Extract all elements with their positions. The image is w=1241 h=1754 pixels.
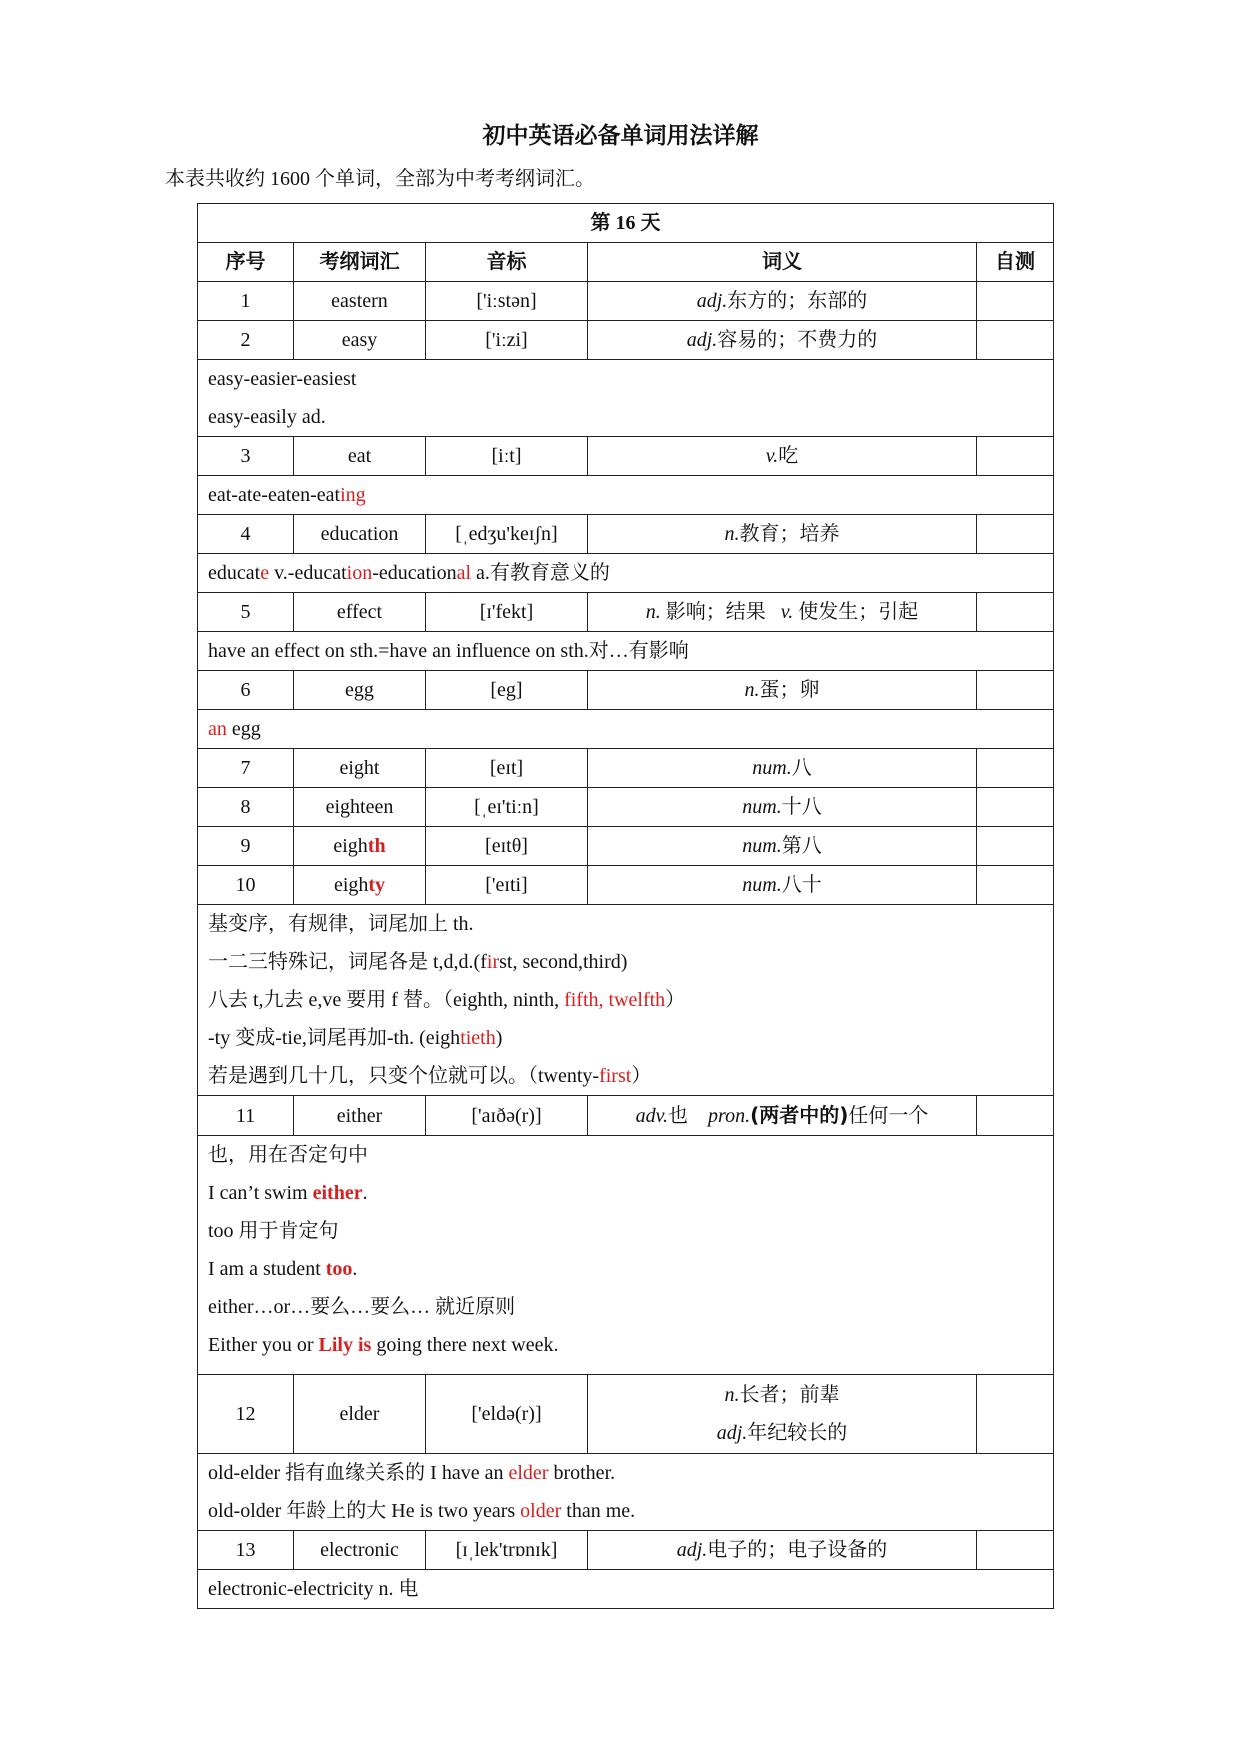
meaning: [588, 593, 977, 632]
table-row: [198, 671, 1054, 710]
column-header-row: [198, 243, 1054, 282]
header-self-test: 自测: [977, 243, 1054, 282]
part-of-speech: n.: [645, 601, 661, 623]
word-number: 4: [198, 515, 294, 554]
word-number: 2: [198, 321, 294, 360]
header-meaning: 词义: [588, 243, 977, 282]
meaning: [588, 321, 977, 360]
definition: 影响；结果: [660, 601, 766, 623]
usage-note: [198, 710, 1054, 749]
meaning: [588, 437, 977, 476]
definition: 也: [668, 1105, 689, 1127]
self-test-cell[interactable]: [977, 515, 1054, 554]
meaning: [588, 749, 977, 788]
word-number: 7: [198, 749, 294, 788]
part-of-speech: n.: [724, 1384, 740, 1406]
self-test-cell[interactable]: [977, 282, 1054, 321]
self-test-cell[interactable]: [977, 593, 1054, 632]
part-of-speech: num.: [742, 796, 782, 818]
table-row: [198, 749, 1054, 788]
table-row: [198, 1531, 1054, 1570]
highlight: th: [367, 835, 386, 857]
phonetic: [eɪtθ]: [426, 827, 588, 866]
part-of-speech: adj.: [686, 329, 718, 351]
note-row: [198, 632, 1054, 671]
note-row: [198, 1570, 1054, 1609]
part-of-speech: num.: [752, 757, 792, 779]
note-line: either…or…要么…要么… 就近原则: [208, 1296, 516, 1318]
definition-emphasis: (两者中的): [750, 1103, 849, 1127]
note-line: 基变序，有规律，词尾加上 th.: [208, 913, 474, 935]
phonetic: ['iːstən]: [426, 282, 588, 321]
highlight: ty: [368, 874, 386, 896]
definition: 吃: [778, 445, 799, 467]
note-line: have an effect on sth.=have an influence on sth.对…有影响: [208, 640, 689, 662]
definition: 教育；培养: [739, 523, 840, 545]
usage-note: [198, 905, 1054, 1096]
part-of-speech: num.: [742, 874, 782, 896]
word-number: 1: [198, 282, 294, 321]
definition: 第八: [781, 835, 822, 857]
meaning: [588, 827, 977, 866]
note-row: [198, 476, 1054, 515]
phonetic: ['aɪðə(r)]: [426, 1096, 588, 1136]
usage-note: [198, 1136, 1054, 1375]
part-of-speech: adj.: [716, 1422, 748, 1444]
header-number: 序号: [198, 243, 294, 282]
word: electronic: [294, 1531, 426, 1570]
table-row: [198, 437, 1054, 476]
note-row: [198, 554, 1054, 593]
self-test-cell[interactable]: [977, 1531, 1054, 1570]
note-line: I am a student too.: [208, 1258, 358, 1280]
self-test-cell[interactable]: [977, 827, 1054, 866]
self-test-cell[interactable]: [977, 437, 1054, 476]
meaning: [588, 1375, 977, 1454]
phonetic: ['eɪti]: [426, 866, 588, 905]
highlight: ing: [340, 484, 366, 506]
self-test-cell[interactable]: [977, 788, 1054, 827]
definition: 十八: [781, 796, 822, 818]
page-title: 初中英语必备单词用法详解: [482, 123, 759, 148]
definition: 任何一个: [848, 1105, 929, 1127]
definition: 容易的；不费力的: [717, 329, 878, 351]
table-row: [198, 321, 1054, 360]
meaning: [588, 788, 977, 827]
phonetic: [ɪ'fekt]: [426, 593, 588, 632]
part-of-speech: v.: [765, 445, 779, 467]
note-line: Either you or Lily is going there next week.: [208, 1334, 559, 1356]
table-row: [198, 282, 1054, 321]
definition: 年纪较长的: [747, 1422, 848, 1444]
table-row: [198, 1096, 1054, 1136]
word: eighth: [294, 827, 426, 866]
meaning: [588, 671, 977, 710]
note-line: old-elder 指有血缘关系的 I have an elder brother.: [208, 1462, 616, 1484]
word: eat: [294, 437, 426, 476]
meaning: [588, 866, 977, 905]
word-number: 11: [198, 1096, 294, 1136]
word-number: 12: [198, 1375, 294, 1454]
word-number: 6: [198, 671, 294, 710]
note-line: an egg: [208, 718, 261, 740]
part-of-speech: v.: [780, 601, 794, 623]
part-of-speech: n.: [724, 523, 740, 545]
highlight: -educational: [372, 562, 472, 584]
word: eastern: [294, 282, 426, 321]
part-of-speech: num.: [742, 835, 782, 857]
table-row: [198, 827, 1054, 866]
definition: 东方的；东部的: [727, 290, 868, 312]
word-number: 5: [198, 593, 294, 632]
meaning: [588, 1531, 977, 1570]
table-row: [198, 866, 1054, 905]
meaning: [588, 282, 977, 321]
table-row: [198, 788, 1054, 827]
note-line: 一二三特殊记，词尾各是 t,d,d.(first, second,third): [208, 951, 628, 973]
phonetic: [iːt]: [426, 437, 588, 476]
note-line: 也，用在否定句中: [208, 1144, 368, 1166]
day-header: 第 16 天: [198, 204, 1054, 243]
note-line: too 用于肯定句: [208, 1220, 339, 1242]
note-row: [198, 1454, 1054, 1531]
word: effect: [294, 593, 426, 632]
note-line: 若是遇到几十几，只变个位就可以。（twenty-first）: [208, 1065, 652, 1087]
usage-note: [198, 632, 1054, 671]
table-row: [198, 593, 1054, 632]
definition: 电子的；电子设备的: [707, 1539, 888, 1561]
self-test-cell[interactable]: [977, 321, 1054, 360]
note-line: electronic-electricity n. 电: [208, 1578, 419, 1600]
note-line: old-older 年龄上的大 He is two years older than me.: [208, 1500, 636, 1522]
part-of-speech: pron.: [708, 1105, 751, 1127]
phonetic: [ˌedʒu'keɪʃn]: [426, 515, 588, 554]
note-line: easy-easily ad.: [208, 406, 326, 428]
part-of-speech: n.: [744, 679, 760, 701]
highlight: an: [208, 718, 227, 740]
word-number: 8: [198, 788, 294, 827]
note-line: -ty 变成-tie,词尾再加-th. (eightieth): [208, 1027, 503, 1049]
definition: 蛋；卵: [759, 679, 820, 701]
definition: 长者；前辈: [739, 1384, 840, 1406]
usage-note: [198, 1570, 1054, 1609]
word: eighty: [294, 866, 426, 905]
word: egg: [294, 671, 426, 710]
note-row: [198, 1136, 1054, 1375]
self-test-cell[interactable]: [977, 1096, 1054, 1136]
word: elder: [294, 1375, 426, 1454]
vocabulary-table: [197, 203, 1054, 1609]
self-test-cell[interactable]: [977, 749, 1054, 788]
definition: 八: [791, 757, 812, 779]
usage-note: [198, 476, 1054, 515]
part-of-speech: adj.: [676, 1539, 708, 1561]
self-test-cell[interactable]: [977, 866, 1054, 905]
phonetic: [ˌeɪ'tiːn]: [426, 788, 588, 827]
word: eight: [294, 749, 426, 788]
usage-note: [198, 360, 1054, 437]
part-of-speech: adv.: [635, 1105, 669, 1127]
phonetic: ['iːzi]: [426, 321, 588, 360]
note-row: [198, 905, 1054, 1096]
phonetic: [eɪt]: [426, 749, 588, 788]
word: eighteen: [294, 788, 426, 827]
header-word: 考纲词汇: [294, 243, 426, 282]
note-line: 八去 t,九去 e,ve 要用 f 替。（eighth, ninth, fifth, twelfth）: [208, 989, 686, 1011]
usage-note: [198, 1454, 1054, 1531]
note-line: educate v.-education-educational a.有教育意义的: [208, 562, 610, 584]
word-number: 9: [198, 827, 294, 866]
definition: 使发生；引起: [793, 601, 919, 623]
meaning: [588, 1096, 977, 1136]
note-line: I can’t swim either.: [208, 1182, 368, 1204]
self-test-cell[interactable]: [977, 671, 1054, 710]
note-line: eat-ate-eaten-eating: [208, 484, 366, 506]
table-row: [198, 1375, 1054, 1454]
word-number: 3: [198, 437, 294, 476]
word: either: [294, 1096, 426, 1136]
note-row: [198, 710, 1054, 749]
word: easy: [294, 321, 426, 360]
header-phonetic: 音标: [426, 243, 588, 282]
phonetic: [ɪˌlek'trɒnɪk]: [426, 1531, 588, 1570]
word-number: 10: [198, 866, 294, 905]
phonetic: ['eldə(r)]: [426, 1375, 588, 1454]
note-line: easy-easier-easiest: [208, 368, 357, 390]
note-row: [198, 360, 1054, 437]
self-test-cell[interactable]: [977, 1375, 1054, 1454]
part-of-speech: adj.: [696, 290, 728, 312]
table-row: [198, 515, 1054, 554]
word: education: [294, 515, 426, 554]
phonetic: [eg]: [426, 671, 588, 710]
usage-note: [198, 554, 1054, 593]
meaning: [588, 515, 977, 554]
word-number: 13: [198, 1531, 294, 1570]
definition: 八十: [781, 874, 822, 896]
intro-text: 本表共收约 1600 个单词，全部为中考考纲词汇。: [165, 168, 595, 190]
